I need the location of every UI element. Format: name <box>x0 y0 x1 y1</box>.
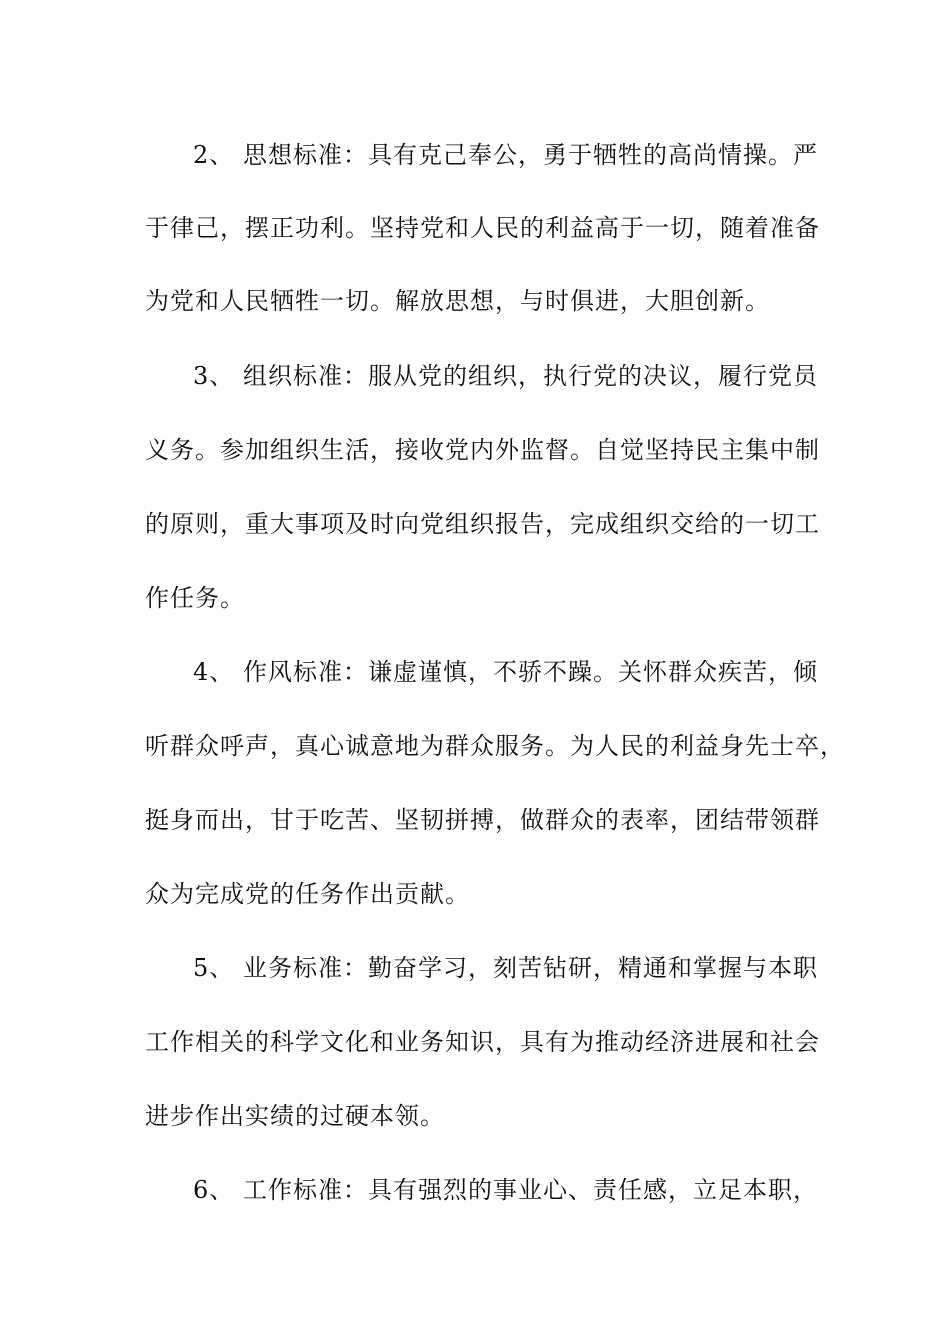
paragraph-5-number: 5、 <box>193 954 235 982</box>
paragraph-4-text: 作风标准：谦虚谨慎，不骄不躁。关怀群众疾苦，倾 <box>243 658 818 686</box>
paragraph-6-line-1 <box>193 1172 863 1208</box>
paragraph-4-number: 4、 <box>193 658 235 686</box>
paragraph-2-text: 思想标准：具有克己奉公，勇于牺牲的高尚情操。严 <box>243 141 818 169</box>
paragraph-5-line-3: 进步作出实绩的过硬本领。 <box>145 1102 445 1130</box>
paragraph-3-text: 组织标准：服从党的组织，执行党的决议，履行党员 <box>243 362 818 390</box>
paragraph-5-text: 业务标准：勤奋学习，刻苦钻研，精通和掌握与本职 <box>243 954 818 982</box>
paragraph-3-line-4: 作任务。 <box>145 584 245 612</box>
paragraph-3-line-2: 义务。参加组织生活，接收党内外监督。自觉坚持民主集中制 <box>145 436 820 464</box>
paragraph-3-number: 3、 <box>193 362 235 390</box>
paragraph-6-text: 工作标准：具有强烈的事业心、责任感，立足本职， <box>243 1176 818 1204</box>
paragraph-3-line-1 <box>193 358 863 394</box>
paragraph-2-line-3: 为党和人民牺牲一切。解放思想，与时俱进，大胆创新。 <box>145 287 770 315</box>
paragraph-4-line-3: 挺身而出，甘于吃苦、坚韧拼搏，做群众的表率，团结带领群 <box>145 806 820 834</box>
paragraph-5-line-2: 工作相关的科学文化和业务知识，具有为推动经济进展和社会 <box>145 1028 820 1056</box>
paragraph-2-line-1 <box>193 137 863 173</box>
paragraph-2-line-2: 于律己，摆正功利。坚持党和人民的利益高于一切，随着准备 <box>145 214 820 242</box>
paragraph-5-line-1 <box>193 950 863 986</box>
paragraph-4-line-1 <box>193 654 863 690</box>
paragraph-2-number: 2、 <box>193 141 235 169</box>
paragraph-4-line-4: 众为完成党的任务作出贡献。 <box>145 880 470 908</box>
paragraph-6-number: 6、 <box>193 1176 235 1204</box>
paragraph-4-line-2: 听群众呼声，真心诚意地为群众服务。为人民的利益身先士卒， <box>145 732 845 760</box>
paragraph-3-line-3: 的原则，重大事项及时向党组织报告，完成组织交给的一切工 <box>145 510 820 538</box>
